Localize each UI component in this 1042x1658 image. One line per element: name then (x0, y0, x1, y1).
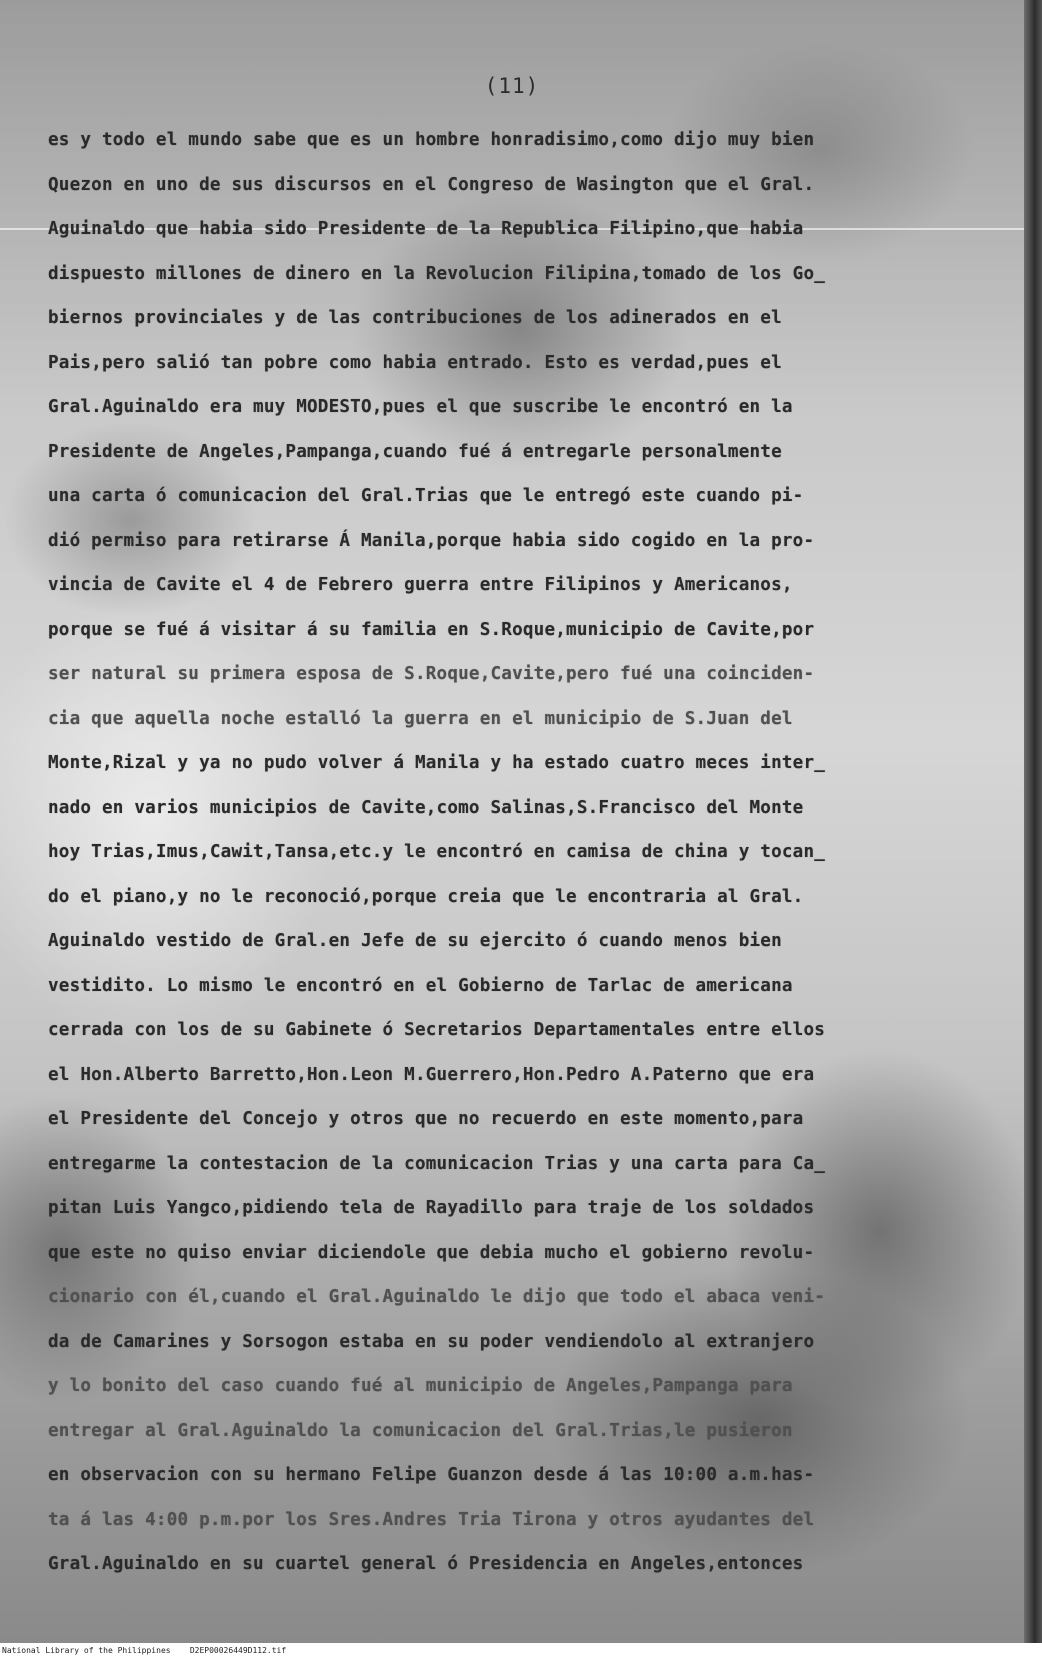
text-line: pitan Luis Yangco,pidiendo tela de Rayadillo para traje de los soldados (48, 1198, 815, 1218)
footer-source: National Library of the Philippines (2, 1646, 171, 1655)
text-line: cerrada con los de su Gabinete ó Secretarios Departamentales entre ellos (48, 1020, 826, 1040)
page-number: (11) (484, 74, 540, 98)
text-line: dió permiso para retirarse Á Manila,porque habia sido cogido en la pro- (48, 530, 815, 551)
text-line: vestidito. Lo mismo le encontró en el Gobierno de Tarlac de americana (48, 975, 793, 996)
typed-text-body (48, 118, 1000, 1587)
text-line: ser natural su primera esposa de S.Roque,Cavite,pero fué una coinciden- (48, 664, 815, 684)
text-line: Monte,Rizal y ya no pudo volver á Manila y ha estado cuatro meces inter_ (48, 753, 826, 773)
text-line: Quezon en uno de sus discursos en el Congreso de Wasington que el Gral. (48, 174, 815, 195)
text-line: el Presidente del Concejo y otros que no recuerdo en este momento,para (48, 1109, 804, 1129)
text-line: entregarme la contestacion de la comunicacion Trias y una carta para Ca_ (48, 1153, 826, 1174)
text-line: Pais,pero salió tan pobre como habia entrado. Esto es verdad,pues el (48, 352, 782, 373)
text-line: entregar al Gral.Aguinaldo la comunicacion del Gral.Trias,le pusieron (48, 1420, 793, 1441)
text-line: cia que aquella noche estalló la guerra en el municipio de S.Juan del (48, 708, 793, 729)
text-line: Aguinaldo vestido de Gral.en Jefe de su ejercito ó cuando menos bien (48, 931, 782, 951)
footer-filename: D2EP00026449D112.tif (189, 1646, 287, 1655)
text-line: do el piano,y no le reconoció,porque creia que le encontraria al Gral. (48, 886, 804, 907)
text-line: ta á las 4:00 p.m.por los Sres.Andres Tria Tirona y otros ayudantes del (48, 1509, 815, 1530)
text-line: vincia de Cavite el 4 de Febrero guerra entre Filipinos y Americanos, (48, 575, 793, 595)
text-line: es y todo el mundo sabe que es un hombre honradisimo,como dijo muy bien (48, 130, 815, 150)
text-line: que este no quiso enviar diciendole que debia mucho el gobierno revolu- (48, 1242, 815, 1263)
text-line: el Hon.Alberto Barretto,Hon.Leon M.Guerrero,Hon.Pedro A.Paterno que era (48, 1064, 815, 1085)
text-line: dispuesto millones de dinero en la Revolucion Filipina,tomado de los Go_ (48, 263, 826, 284)
text-line: Gral.Aguinaldo era muy MODESTO,pues el que suscribe le encontró en la (48, 397, 793, 417)
text-line: hoy Trias,Imus,Cawit,Tansa,etc.y le encontró en camisa de china y tocan_ (48, 842, 826, 862)
text-line: nado en varios municipios de Cavite,como Salinas,S.Francisco del Monte (48, 797, 804, 818)
text-line: Aguinaldo que habia sido Presidente de la Republica Filipino,que habia (48, 219, 804, 239)
text-line: biernos provinciales y de las contribuciones de los adinerados en el (48, 308, 782, 328)
text-line: y lo bonito del caso cuando fué al municipio de Angeles,Pampanga para (48, 1376, 793, 1396)
text-line: cionario con él,cuando el Gral.Aguinaldo le dijo que todo el abaca veni- (48, 1287, 826, 1307)
text-line: Presidente de Angeles,Pampanga,cuando fué á entregarle personalmente (48, 441, 782, 462)
page-edge-shadow (1024, 0, 1042, 1643)
text-line: porque se fué á visitar á su familia en S.Roque,municipio de Cavite,por (48, 619, 815, 640)
text-line: en observacion con su hermano Felipe Guanzon desde á las 10:00 a.m.has- (48, 1465, 815, 1485)
archive-footer (0, 1643, 1042, 1658)
text-line: da de Camarines y Sorsogon estaba en su poder vendiendolo al extranjero (48, 1331, 815, 1352)
text-line: Gral.Aguinaldo en su cuartel general ó Presidencia en Angeles,entonces (48, 1554, 804, 1574)
text-line: una carta ó comunicacion del Gral.Trias que le entregó este cuando pi- (48, 486, 804, 506)
